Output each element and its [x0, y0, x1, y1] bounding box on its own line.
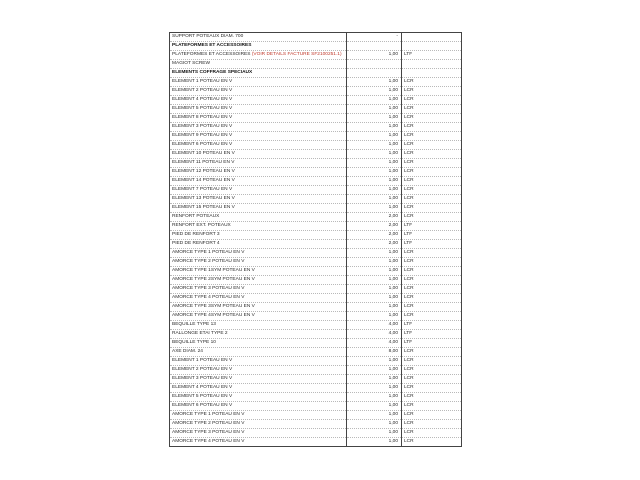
table-row — [170, 240, 462, 249]
designation-cell — [170, 195, 347, 204]
table-row — [170, 357, 462, 366]
designation-text: PLATEFORMES ET ACCESSOIRES — [172, 52, 251, 57]
table-row — [170, 276, 462, 285]
quantity-cell: 1,00 — [347, 438, 402, 447]
designation-text: ELEMENT 11 POTEAU EN V — [172, 160, 235, 165]
table-row — [170, 402, 462, 411]
unit-cell: LCR — [402, 177, 462, 186]
designation-cell — [170, 438, 347, 447]
table-row — [170, 366, 462, 375]
unit-cell — [402, 42, 462, 51]
designation-text: ELEMENT 14 POTEAU EN V — [172, 178, 235, 183]
designation-text: AMORCE TYPE 1 POTEAU EN V — [172, 250, 245, 255]
designation-cell — [170, 60, 347, 69]
designation-cell — [170, 96, 347, 105]
quantity-cell — [347, 60, 402, 69]
quantity-cell: 1,00 — [347, 411, 402, 420]
section-header-row — [170, 42, 462, 51]
unit-cell: LCR — [402, 276, 462, 285]
table-row — [170, 231, 462, 240]
designation-text: ELEMENT 12 POTEAU EN V — [172, 169, 235, 174]
table-row — [170, 96, 462, 105]
designation-text: ELEMENT 2 POTEAU EN V — [172, 88, 233, 93]
quantity-cell: 1,00 — [347, 177, 402, 186]
designation-cell — [170, 375, 347, 384]
table-row — [170, 150, 462, 159]
designation-text: RENFORT POTEAUX — [172, 214, 220, 219]
designation-cell — [170, 186, 347, 195]
designation-text: AMORCE TYPE 2SYM POTEAU EN V — [172, 277, 255, 282]
unit-cell — [402, 60, 462, 69]
designation-text: ELEMENT 9 POTEAU EN V — [172, 133, 233, 138]
table-row — [170, 321, 462, 330]
designation-text: ELEMENT 6 POTEAU EN V — [172, 403, 233, 408]
designation-text: BEQUILLE TYPE 10 — [172, 340, 216, 345]
unit-cell: LCR — [402, 195, 462, 204]
unit-cell: LCR — [402, 393, 462, 402]
designation-note: (VOIR DETAILS FACTURE SF2100251.1) — [251, 52, 342, 57]
table-row — [170, 384, 462, 393]
unit-cell: LCR — [402, 186, 462, 195]
designation-cell — [170, 33, 347, 42]
unit-cell: LCR — [402, 213, 462, 222]
quantity-cell: 1,00 — [347, 204, 402, 213]
quantity-cell: 1,00 — [347, 249, 402, 258]
designation-cell — [170, 339, 347, 348]
designation-cell — [170, 348, 347, 357]
table-row — [170, 285, 462, 294]
designation-text: AMORCE TYPE 4SYM POTEAU EN V — [172, 313, 255, 318]
unit-cell: LTF — [402, 321, 462, 330]
table-row — [170, 132, 462, 141]
designation-cell — [170, 204, 347, 213]
table-row — [170, 438, 462, 447]
unit-cell — [402, 69, 462, 78]
designation-text: PIED DE RENFORT 4 — [172, 241, 220, 246]
designation-text: RENFORT EXT. POTEAUX — [172, 223, 231, 228]
table-row — [170, 303, 462, 312]
table-row — [170, 348, 462, 357]
unit-cell: LCR — [402, 366, 462, 375]
unit-cell: LCR — [402, 384, 462, 393]
designation-cell — [170, 231, 347, 240]
unit-cell: LCR — [402, 285, 462, 294]
designation-text: ELEMENT 4 POTEAU EN V — [172, 385, 233, 390]
designation-text: ELEMENT 5 POTEAU EN V — [172, 394, 233, 399]
table-row — [170, 204, 462, 213]
quantity-cell: 1,00 — [347, 366, 402, 375]
designation-text: ELEMENTS COFFRAGE SPECIAUX — [172, 70, 253, 75]
designation-cell — [170, 429, 347, 438]
unit-cell: LCR — [402, 204, 462, 213]
designation-cell — [170, 285, 347, 294]
designation-text: RALLONGE ETAI TYPE 2 — [172, 331, 228, 336]
unit-cell: LTF — [402, 330, 462, 339]
designation-cell — [170, 411, 347, 420]
designation-cell — [170, 393, 347, 402]
designation-cell — [170, 141, 347, 150]
designation-text: AMORCE TYPE 3 POTEAU EN V — [172, 286, 245, 291]
designation-cell — [170, 312, 347, 321]
designation-cell — [170, 384, 347, 393]
designation-cell — [170, 150, 347, 159]
designation-text: BEQUILLE TYPE 13 — [172, 322, 216, 327]
designation-text: ELEMENT 2 POTEAU EN V — [172, 367, 233, 372]
quantity-cell: 4,00 — [347, 339, 402, 348]
unit-cell: LCR — [402, 258, 462, 267]
quantity-cell: 1,00 — [347, 159, 402, 168]
designation-cell — [170, 105, 347, 114]
unit-cell: LCR — [402, 267, 462, 276]
table-row — [170, 60, 462, 69]
unit-cell: LCR — [402, 159, 462, 168]
designation-cell — [170, 321, 347, 330]
quantity-cell: 1,00 — [347, 357, 402, 366]
designation-text: ELEMENT 5 POTEAU EN V — [172, 106, 233, 111]
quantity-cell: 1,00 — [347, 258, 402, 267]
designation-cell — [170, 222, 347, 231]
unit-cell: LCR — [402, 429, 462, 438]
unit-cell: LCR — [402, 357, 462, 366]
quantity-cell: 8,00 — [347, 348, 402, 357]
quantity-cell: 4,00 — [347, 330, 402, 339]
designation-text: AMORCE TYPE 2 POTEAU EN V — [172, 259, 245, 264]
designation-text: ELEMENT 8 POTEAU EN V — [172, 115, 233, 120]
unit-cell: LCR — [402, 150, 462, 159]
table-row — [170, 429, 462, 438]
designation-text: ELEMENT 15 POTEAU EN V — [172, 205, 235, 210]
table-row — [170, 294, 462, 303]
table-row — [170, 177, 462, 186]
unit-cell: LCR — [402, 303, 462, 312]
designation-text: MAGIOT SCREW — [172, 61, 211, 66]
quantity-cell: 1,00 — [347, 420, 402, 429]
unit-cell: LCR — [402, 411, 462, 420]
table-row — [170, 213, 462, 222]
quantity-cell: 1,00 — [347, 429, 402, 438]
table-row — [170, 249, 462, 258]
designation-text: AMORCE TYPE 3SYM POTEAU EN V — [172, 304, 255, 309]
designation-text: AXE DIAM. 24 — [172, 349, 203, 354]
designation-cell — [170, 78, 347, 87]
designation-cell — [170, 51, 347, 60]
unit-cell: LCR — [402, 105, 462, 114]
quote-table — [169, 32, 462, 447]
quantity-cell: 1,00 — [347, 195, 402, 204]
designation-text: PLATEFORMES ET ACCESSOIRES — [172, 43, 252, 48]
designation-cell — [170, 213, 347, 222]
designation-cell — [170, 267, 347, 276]
unit-cell: LCR — [402, 168, 462, 177]
designation-text: AMORCE TYPE 4 POTEAU EN V — [172, 439, 245, 444]
designation-cell — [170, 294, 347, 303]
unit-cell: LCR — [402, 96, 462, 105]
designation-cell — [170, 330, 347, 339]
unit-cell: LCR — [402, 348, 462, 357]
quantity-cell: 2,00 — [347, 222, 402, 231]
quantity-cell: 1,00 — [347, 267, 402, 276]
table-row — [170, 375, 462, 384]
quantity-cell: 1,00 — [347, 285, 402, 294]
table-row — [170, 222, 462, 231]
unit-cell: LCR — [402, 78, 462, 87]
designation-cell — [170, 69, 347, 78]
unit-cell: LCR — [402, 87, 462, 96]
designation-cell — [170, 42, 347, 51]
designation-text: ELEMENT 7 POTEAU EN V — [172, 187, 233, 192]
table-row — [170, 330, 462, 339]
unit-cell: LCR — [402, 141, 462, 150]
table-row — [170, 312, 462, 321]
unit-cell: LCR — [402, 294, 462, 303]
table-row — [170, 114, 462, 123]
table-row — [170, 186, 462, 195]
designation-cell — [170, 159, 347, 168]
designation-cell — [170, 240, 347, 249]
quantity-cell: 2,00 — [347, 213, 402, 222]
table-row — [170, 105, 462, 114]
table-row — [170, 258, 462, 267]
quantity-cell: 1,00 — [347, 141, 402, 150]
table-row — [170, 393, 462, 402]
unit-cell: LCR — [402, 312, 462, 321]
designation-cell — [170, 366, 347, 375]
quantity-cell: 1,00 — [347, 303, 402, 312]
designation-text: ELEMENT 6 POTEAU EN V — [172, 142, 233, 147]
quantity-cell: 1,00 — [347, 384, 402, 393]
designation-text: AMORCE TYPE 3 POTEAU EN V — [172, 430, 245, 435]
unit-cell: LCR — [402, 402, 462, 411]
designation-text: PIED DE RENFORT 3 — [172, 232, 220, 237]
table-row — [170, 267, 462, 276]
quantity-cell: 1,00 — [347, 51, 402, 60]
unit-cell: LCR — [402, 132, 462, 141]
unit-cell: LTF — [402, 51, 462, 60]
designation-text: ELEMENT 1 POTEAU EN V — [172, 79, 233, 84]
quantity-cell: 1,00 — [347, 114, 402, 123]
designation-cell — [170, 276, 347, 285]
unit-cell: LTF — [402, 240, 462, 249]
designation-text: AMORCE TYPE 1 POTEAU EN V — [172, 412, 245, 417]
section-header-row — [170, 69, 462, 78]
unit-cell: LTF — [402, 339, 462, 348]
quantity-cell — [347, 42, 402, 51]
unit-cell: LCR — [402, 438, 462, 447]
quantity-cell: 1,00 — [347, 393, 402, 402]
designation-text: AMORCE TYPE 4 POTEAU EN V — [172, 295, 245, 300]
designation-text: ELEMENT 1 POTEAU EN V — [172, 358, 233, 363]
designation-cell — [170, 402, 347, 411]
quantity-cell: 1,00 — [347, 96, 402, 105]
quantity-cell: 2,00 — [347, 231, 402, 240]
unit-cell: LTF — [402, 222, 462, 231]
unit-cell: LTF — [402, 231, 462, 240]
unit-cell: LCR — [402, 114, 462, 123]
designation-cell — [170, 177, 347, 186]
designation-cell — [170, 249, 347, 258]
quantity-cell: 1,00 — [347, 123, 402, 132]
table-row — [170, 159, 462, 168]
unit-cell: LCR — [402, 420, 462, 429]
unit-cell — [402, 33, 462, 42]
quantity-cell: 1,00 — [347, 78, 402, 87]
designation-cell — [170, 357, 347, 366]
table-row — [170, 33, 462, 42]
designation-text: AMORCE TYPE 1SYM POTEAU EN V — [172, 268, 255, 273]
designation-cell — [170, 114, 347, 123]
table-row — [170, 411, 462, 420]
designation-cell — [170, 168, 347, 177]
table-row — [170, 141, 462, 150]
quantity-cell: - — [347, 33, 402, 42]
quantity-cell: 1,00 — [347, 132, 402, 141]
quote-table-body — [170, 33, 462, 447]
quantity-cell: 1,00 — [347, 105, 402, 114]
designation-cell — [170, 258, 347, 267]
quantity-cell — [347, 69, 402, 78]
table-row — [170, 168, 462, 177]
unit-cell: LCR — [402, 375, 462, 384]
designation-text: ELEMENT 3 POTEAU EN V — [172, 124, 233, 129]
quantity-cell: 1,00 — [347, 312, 402, 321]
quantity-cell: 1,00 — [347, 150, 402, 159]
designation-cell — [170, 87, 347, 96]
designation-text: SUPPORT POTEAUX DIAM. 700 — [172, 34, 244, 39]
table-row — [170, 123, 462, 132]
quantity-cell: 1,00 — [347, 87, 402, 96]
unit-cell: LCR — [402, 123, 462, 132]
designation-text: AMORCE TYPE 2 POTEAU EN V — [172, 421, 245, 426]
quantity-cell: 2,00 — [347, 240, 402, 249]
table-row — [170, 420, 462, 429]
table-row — [170, 339, 462, 348]
quantity-cell: 4,00 — [347, 321, 402, 330]
designation-text: ELEMENT 4 POTEAU EN V — [172, 97, 233, 102]
designation-text: ELEMENT 13 POTEAU EN V — [172, 196, 235, 201]
designation-text: ELEMENT 10 POTEAU EN V — [172, 151, 235, 156]
designation-text: ELEMENT 3 POTEAU EN V — [172, 376, 233, 381]
designation-cell — [170, 132, 347, 141]
table-row — [170, 87, 462, 96]
table-row — [170, 51, 462, 60]
quantity-cell: 1,00 — [347, 294, 402, 303]
quantity-cell: 1,00 — [347, 375, 402, 384]
designation-cell — [170, 303, 347, 312]
quantity-cell: 1,00 — [347, 276, 402, 285]
quantity-cell: 1,00 — [347, 402, 402, 411]
unit-cell: LCR — [402, 249, 462, 258]
designation-cell — [170, 420, 347, 429]
quantity-cell: 1,00 — [347, 186, 402, 195]
designation-cell — [170, 123, 347, 132]
quantity-cell: 1,00 — [347, 168, 402, 177]
table-row — [170, 78, 462, 87]
table-row — [170, 195, 462, 204]
